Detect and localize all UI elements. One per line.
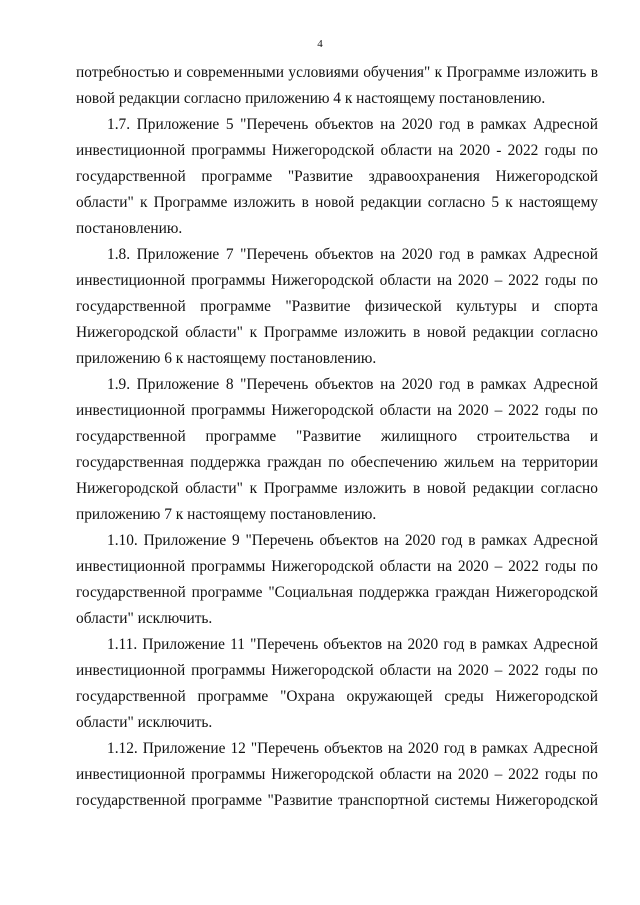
text-line: инвестиционной программы Нижегородской области на 2020 - 2022 годы по: [76, 142, 598, 159]
text-line: инвестиционной программы Нижегородской области на 2020 – 2022 годы по: [76, 402, 598, 419]
text-line: приложению 7 к настоящему постановлению.: [76, 506, 377, 523]
document-body: [76, 60, 598, 814]
page-number: 4: [317, 38, 323, 50]
text-line: области" к Программе изложить в новой редакции согласно 5 к настоящему: [76, 194, 598, 211]
text-line: государственной программе "Развитие здравоохранения Нижегородской: [76, 168, 598, 185]
text-line: государственной программе "Охрана окружающей среды Нижегородской: [76, 688, 598, 705]
paragraph-first-line: 1.7. Приложение 5 "Перечень объектов на 2020 год в рамках Адресной: [107, 116, 598, 133]
text-line: области" исключить.: [76, 610, 213, 627]
text-line: государственной программе "Развитие физической культуры и спорта: [76, 298, 598, 315]
paragraph-first-line: 1.12. Приложение 12 "Перечень объектов на 2020 год в рамках Адресной: [107, 740, 598, 757]
text-line: государственной программе "Развитие жилищного строительства и: [76, 428, 598, 445]
text-line: Нижегородской области" к Программе изложить в новой редакции согласно: [76, 480, 598, 497]
paragraph-first-line: 1.10. Приложение 9 "Перечень объектов на 2020 год в рамках Адресной: [107, 532, 598, 549]
text-line: государственная поддержка граждан по обеспечению жильем на территории: [76, 454, 598, 471]
text-line: инвестиционной программы Нижегородской области на 2020 – 2022 годы по: [76, 766, 598, 783]
text-line: приложению 6 к настоящему постановлению.: [76, 350, 377, 367]
paragraph-first-line: 1.9. Приложение 8 "Перечень объектов на 2020 год в рамках Адресной: [107, 376, 598, 393]
text-line: области" исключить.: [76, 714, 213, 731]
text-line: государственной программе "Социальная поддержка граждан Нижегородской: [76, 584, 598, 601]
text-line: постановлению.: [76, 220, 183, 237]
paragraph-first-line: 1.11. Приложение 11 "Перечень объектов на 2020 год в рамках Адресной: [107, 636, 598, 653]
text-line: потребностью и современными условиями обучения" к Программе изложить в: [76, 64, 598, 81]
text-line: инвестиционной программы Нижегородской области на 2020 – 2022 годы по: [76, 662, 598, 679]
paragraph-first-line: 1.8. Приложение 7 "Перечень объектов на 2020 год в рамках Адресной: [107, 246, 598, 263]
text-line: инвестиционной программы Нижегородской области на 2020 – 2022 годы по: [76, 272, 598, 289]
text-line: государственной программе "Развитие транспортной системы Нижегородской: [76, 792, 598, 809]
text-line: инвестиционной программы Нижегородской области на 2020 – 2022 годы по: [76, 558, 598, 575]
text-line: новой редакции согласно приложению 4 к настоящему постановлению.: [76, 90, 546, 107]
text-line: Нижегородской области" к Программе изложить в новой редакции согласно: [76, 324, 598, 341]
